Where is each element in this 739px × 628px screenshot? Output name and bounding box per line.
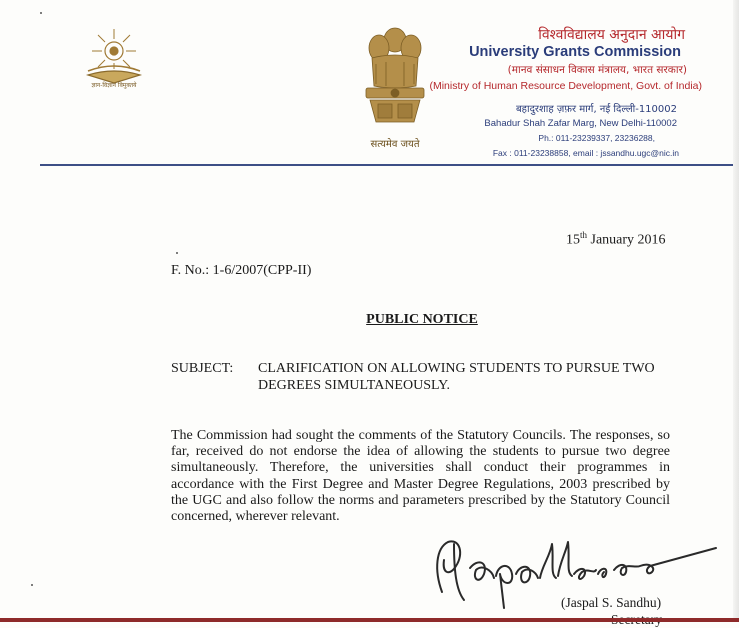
signatory-name: (Jaspal S. Sandhu) xyxy=(561,595,662,610)
address: Bahadur Shah Zafar Marg, New Delhi-110002 xyxy=(484,118,677,129)
ministry-hindi: (मानव संसाधन विकास मंत्रालय, भारत सरकार) xyxy=(507,64,687,76)
national-emblem-icon xyxy=(352,24,438,134)
letterhead-divider xyxy=(40,164,739,166)
notice-body: The Commission had sought the comments of the Statutory Councils. The responses, so far, received do not endorse the idea of allowing the students to pursue two degree simultaneously. Therefore, the universities shall conduct their programmes in accordance with the First Degree and Master Degree Regulations, 2003 prescribed by the UGC and also follow the norms and parameters prescribed by the Statutory Council concerned, wherever relevant. xyxy=(171,428,670,525)
scan-bottom-bar xyxy=(0,618,739,622)
subject-label: SUBJECT: xyxy=(171,361,234,376)
date-month-year: January 2016 xyxy=(587,232,666,248)
ugc-logo-motto: ज्ञान-विज्ञान विमुक्तये xyxy=(91,82,137,89)
address-hindi: बहादुरशाह ज़फ़र मार्ग, नई दिल्ली-110002 xyxy=(515,104,677,115)
file-number: F. No.: 1-6/2007(CPP-II) xyxy=(171,263,312,278)
scan-speck xyxy=(40,12,42,14)
document-date xyxy=(566,230,666,249)
scan-speck xyxy=(31,584,33,586)
scan-speck xyxy=(176,252,178,254)
emblem-motto: सत्यमेव जयते xyxy=(370,139,420,150)
date-day: 15 xyxy=(566,232,580,248)
phone-numbers: Ph.: 011-23239337, 23236288, xyxy=(538,133,655,143)
subject-text: CLARIFICATION ON ALLOWING STUDENTS TO PURSUE TWO DEGREES SIMULTANEOUSLY. xyxy=(258,361,655,393)
fax-email: Fax : 011-23238858, email : jssandhu.ugc@nic.in xyxy=(492,148,679,158)
date-suffix: th xyxy=(580,230,588,240)
notice-title: PUBLIC NOTICE xyxy=(366,312,478,327)
org-name-hindi: विश्वविद्यालय अनुदान आयोग xyxy=(538,27,685,43)
ministry-name: (Ministry of Human Resource Development, Govt. of India) xyxy=(429,80,702,92)
scan-edge xyxy=(733,0,739,618)
org-name: University Grants Commission xyxy=(469,44,681,60)
